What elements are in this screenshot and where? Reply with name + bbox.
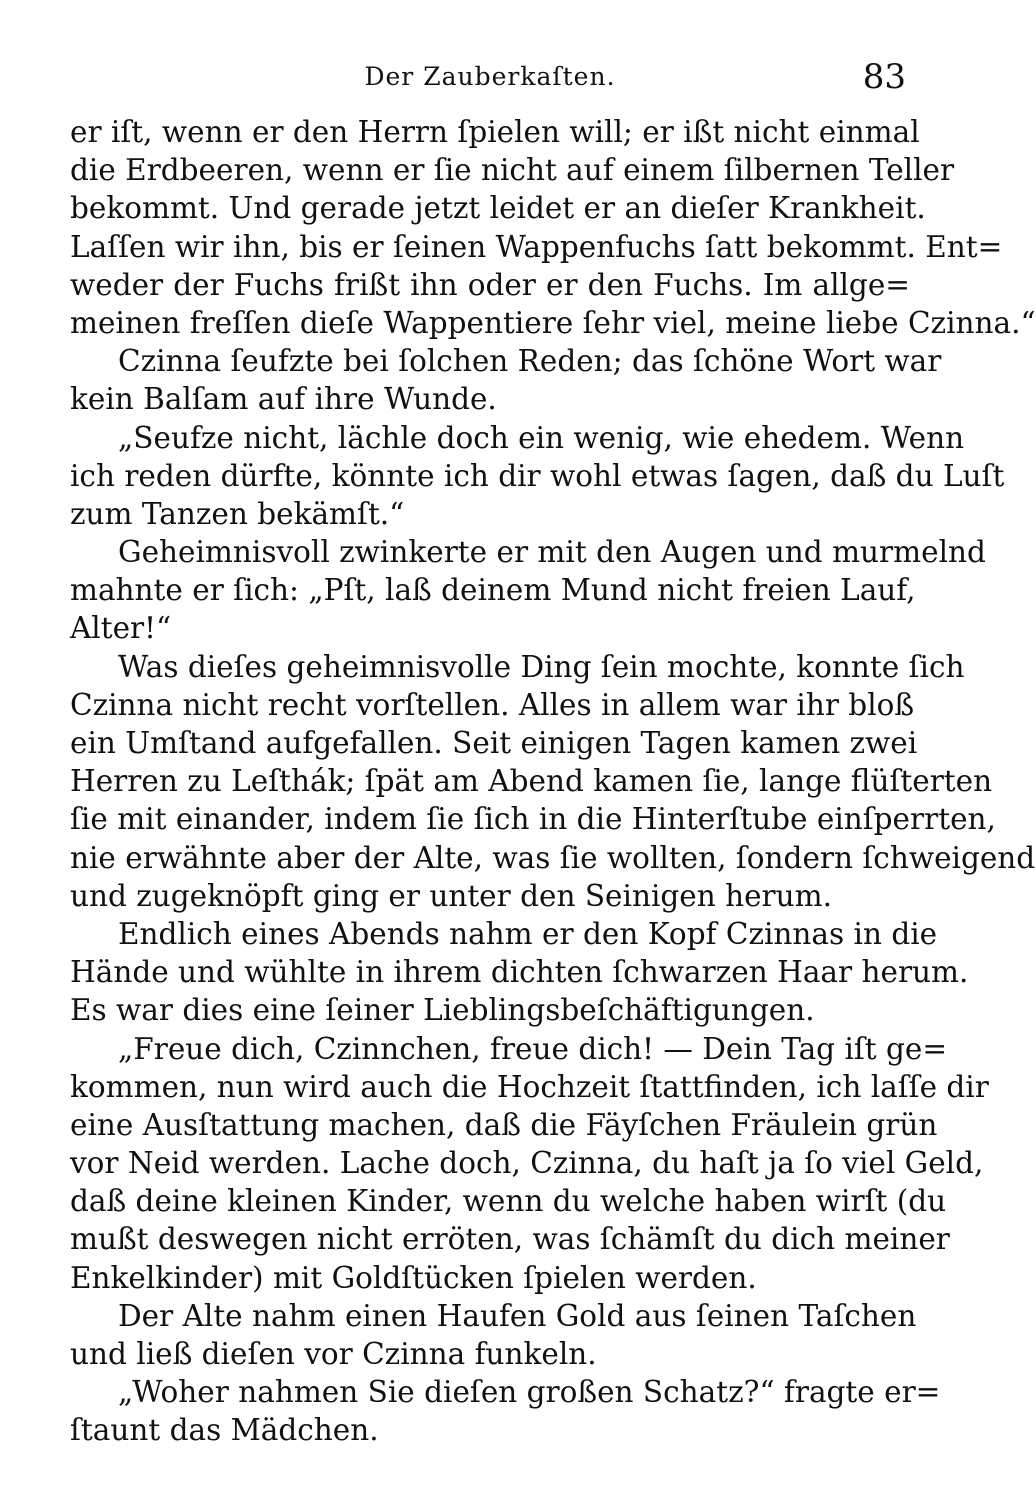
page-header bbox=[70, 52, 910, 102]
paragraph bbox=[70, 342, 942, 418]
text-line: Es war dies eine ſeiner Lieblingsbeſchäftigungen. bbox=[70, 993, 815, 1028]
text-line: „Woher nahmen Sie dieſen großen Schatz?“ fragte er= bbox=[118, 1375, 941, 1410]
text-line: Herren zu Leſthák; ſpät am Abend kamen ſie, lange flüſterten bbox=[70, 764, 993, 799]
text-line: er iſt, wenn er den Herrn ſpielen will; er ißt nicht einmal bbox=[70, 115, 920, 149]
text-line: Czinna ſeufzte bei ſolchen Reden; das ſchöne Wort war bbox=[118, 344, 942, 379]
page-number: 83 bbox=[862, 57, 906, 97]
text-line: vor Neid werden. Lache doch, Czinna, du haſt ja ſo viel Geld, bbox=[70, 1146, 984, 1181]
paragraph bbox=[70, 648, 1036, 915]
text-line: daß deine kleinen Kinder, wenn du welche haben wirſt (du bbox=[70, 1184, 947, 1219]
text-line: und ließ dieſen vor Czinna funkeln. bbox=[70, 1337, 597, 1371]
text-line: zum Tanzen bekämſt.“ bbox=[70, 496, 405, 531]
text-line: Der Alte nahm einen Haufen Gold aus ſeinen Taſchen bbox=[118, 1298, 917, 1333]
text-line: ein Umſtand aufgefallen. Seit einigen Tagen kamen zwei bbox=[70, 726, 918, 760]
text-line: Czinna nicht recht vorſtellen. Alles in allem war ihr bloß bbox=[70, 687, 915, 722]
text-line: „Seufze nicht, lächle doch ein wenig, wie ehedem. Wenn bbox=[118, 420, 965, 455]
text-line: und zugeknöpft ging er unter den Seinigen herum. bbox=[70, 878, 833, 913]
text-line: Endlich eines Abends nahm er den Kopf Czinnas in die bbox=[118, 916, 938, 951]
text-line: die Erdbeeren, wenn er ſie nicht auf einem ſilbernen Teller bbox=[70, 153, 955, 188]
text-line: mußt deswegen nicht erröten, was ſchämſt du dich meiner bbox=[70, 1222, 950, 1257]
text-line: Alter!“ bbox=[70, 611, 172, 646]
text-line: nie erwähnte aber der Alte, was ſie wollten, ſondern ſchweigend bbox=[70, 840, 1036, 875]
paragraph bbox=[70, 533, 986, 648]
text-line: weder der Fuchs frißt ihn oder er den Fuchs. Im allge= bbox=[70, 267, 910, 302]
text-line: mahnte er ſich: „Pſt, laß deinem Mund nicht freien Lauf, bbox=[70, 573, 916, 608]
paragraph bbox=[70, 1297, 917, 1373]
text-line: kein Balſam auf ihre Wunde. bbox=[70, 382, 497, 417]
text-line: Laſſen wir ihn, bis er ſeinen Wappenfuchs ſatt bekommt. Ent= bbox=[70, 229, 1003, 264]
text-line: bekommt. Und gerade jetzt leidet er an dieſer Krankheit. bbox=[70, 191, 926, 226]
text-line: Hände und wühlte in ihrem dichten ſchwarzen Haar herum. bbox=[70, 955, 969, 990]
body-text bbox=[70, 113, 1036, 1450]
text-line: ſie mit einander, indem ſie ſich in die Hinterſtube einſperrten, bbox=[70, 802, 996, 837]
text-line: Geheimnisvoll zwinkerte er mit den Augen und murmelnd bbox=[118, 535, 986, 570]
paragraph bbox=[70, 419, 1005, 534]
paragraph bbox=[70, 1030, 989, 1297]
paragraph bbox=[70, 113, 1036, 342]
paragraph bbox=[70, 915, 969, 1030]
paragraph bbox=[70, 1373, 941, 1449]
running-title: Der Zauberkaſten. bbox=[364, 62, 616, 91]
text-line: Was dieſes geheimnisvolle Ding ſein mochte, konnte ſich bbox=[118, 649, 965, 684]
text-line: eine Ausſtattung machen, daß die Fäyſchen Fräulein grün bbox=[70, 1107, 938, 1142]
text-line: „Freue dich, Czinnchen, freue dich! — Dein Tag iſt ge= bbox=[118, 1031, 948, 1066]
text-line: Enkelkinder) mit Goldſtücken ſpielen werden. bbox=[70, 1260, 757, 1295]
text-line: kommen, nun wird auch die Hochzeit ſtattfinden, ich laſſe dir bbox=[70, 1069, 989, 1104]
text-line: ich reden dürfte, könnte ich dir wohl etwas ſagen, daß du Luſt bbox=[70, 458, 1005, 493]
text-line: ſtaunt das Mädchen. bbox=[70, 1413, 379, 1448]
text-line: meinen freſſen dieſe Wappentiere ſehr viel, meine liebe Czinna.“ bbox=[70, 305, 1036, 340]
